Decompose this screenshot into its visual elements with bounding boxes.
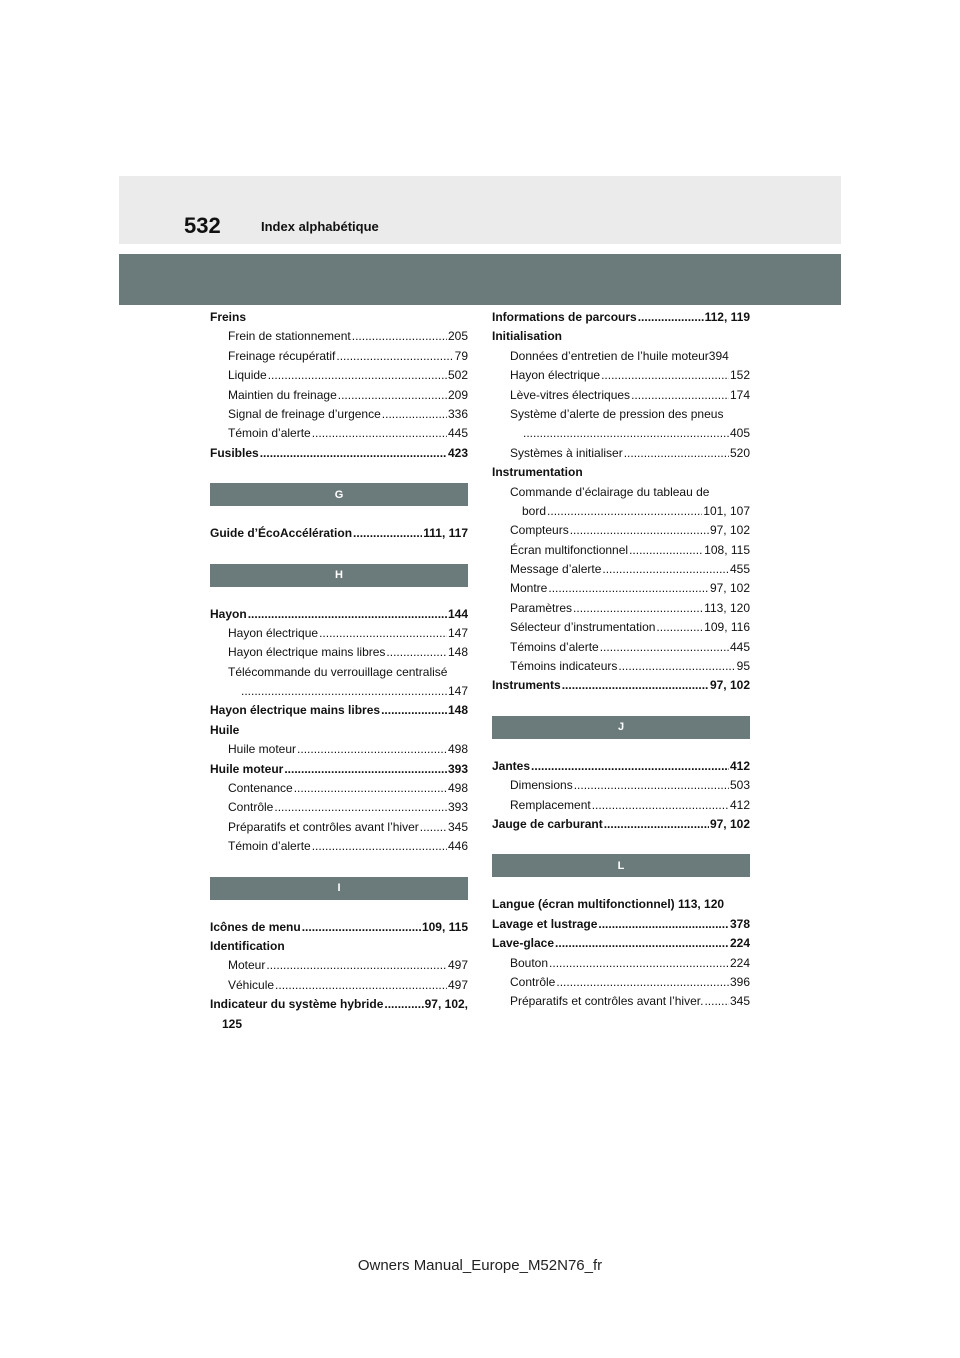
entry-page-ref: 497 xyxy=(447,958,468,973)
entry-page-ref: 502 xyxy=(447,368,468,383)
index-subentry xyxy=(210,740,468,759)
entry-page-ref: 205 xyxy=(447,329,468,344)
index-subentry xyxy=(492,444,750,463)
dot-leader xyxy=(266,956,447,975)
entry-term: Hayon xyxy=(210,606,247,621)
dot-leader xyxy=(601,366,729,385)
dot-leader xyxy=(420,818,447,837)
dot-leader xyxy=(604,815,709,834)
dot-leader xyxy=(312,424,447,443)
dot-leader xyxy=(302,918,421,937)
entry-term: Contrôle xyxy=(228,800,274,815)
entry-page-ref: 97, 102 xyxy=(709,581,750,596)
entry-page-ref: 113, 120 xyxy=(704,600,750,615)
entry-term: Hayon électrique mains libres xyxy=(210,703,381,718)
entry-page-ref: 111, 117 xyxy=(423,526,468,541)
dot-leader xyxy=(547,502,702,521)
entry-page-ref: 345 xyxy=(447,819,468,834)
entry-term: Télécommande du verrouillage centralisé xyxy=(228,664,448,679)
index-subentry xyxy=(492,796,750,815)
index-subentry xyxy=(210,405,468,424)
index-subentry xyxy=(492,973,750,992)
letter-divider: G xyxy=(210,483,468,506)
entry-term: Huile moteur xyxy=(210,761,284,776)
entry-page-ref: 224 xyxy=(729,955,750,970)
dot-leader xyxy=(592,796,729,815)
entry-term: Identification xyxy=(210,938,285,953)
index-subentry xyxy=(492,541,750,560)
index-entry xyxy=(210,918,468,937)
index-subentry xyxy=(492,347,750,366)
dot-leader xyxy=(297,740,447,759)
entry-term: Témoin d’alerte xyxy=(228,426,311,441)
entry-page-ref: 147 xyxy=(447,625,468,640)
dot-leader xyxy=(600,638,729,657)
index-entry xyxy=(492,676,750,695)
index-subentry xyxy=(210,643,468,662)
entry-page-ref: 144 xyxy=(447,606,468,621)
entry-page-ref: 520 xyxy=(729,445,750,460)
index-subentry xyxy=(492,386,750,405)
dot-leader xyxy=(638,308,704,327)
index-subentry xyxy=(492,992,750,1011)
dot-leader xyxy=(336,347,453,366)
section-title: Index alphabétique xyxy=(261,219,379,234)
entry-page-ref: 336 xyxy=(447,406,468,421)
entry-term: Fusibles xyxy=(210,445,259,460)
dot-leader xyxy=(555,934,729,953)
entry-page-ref: 108, 115 xyxy=(704,542,750,557)
entry-term: Bouton xyxy=(510,955,549,970)
entry-term: Dimensions xyxy=(510,778,573,793)
index-subentry xyxy=(210,976,468,995)
letter-divider: H xyxy=(210,564,468,587)
entry-term: Préparatifs et contrôles avant l’hiver. xyxy=(510,994,704,1009)
dot-leader xyxy=(312,837,447,856)
entry-page-ref: 455 xyxy=(729,562,750,577)
letter-divider: L xyxy=(492,854,750,877)
dot-leader xyxy=(275,976,447,995)
index-subentry xyxy=(210,956,468,975)
entry-term: Témoins d’alerte xyxy=(510,639,599,654)
entry-page-ref: 97, 102, xyxy=(424,997,468,1012)
entry-term: Lève-vitres électriques xyxy=(510,387,631,402)
entry-term: Indicateur du système hybride xyxy=(210,997,384,1012)
entry-page-ref: 209 xyxy=(447,387,468,402)
entry-term: bord xyxy=(522,503,547,518)
dot-leader xyxy=(602,560,729,579)
entry-term: Moteur xyxy=(228,958,266,973)
index-subentry xyxy=(210,663,468,682)
index-subentry xyxy=(492,405,750,424)
entry-term: Écran multifonctionnel xyxy=(510,542,629,557)
entry-term: Remplacement xyxy=(510,797,591,812)
index-entry xyxy=(210,308,468,327)
index-subentry xyxy=(492,599,750,618)
entry-term: 125 xyxy=(222,1016,243,1031)
index-entry xyxy=(210,760,468,779)
entry-term: Signal de freinage d’urgence xyxy=(228,406,381,421)
entry-page-ref: 109, 115 xyxy=(421,919,468,934)
index-subentry xyxy=(492,618,750,637)
index-entry xyxy=(492,815,750,834)
dot-leader xyxy=(598,915,729,934)
entry-term: Informations de parcours xyxy=(492,310,637,324)
index-entry xyxy=(492,463,750,482)
entry-page-ref: 224 xyxy=(729,936,750,951)
entry-page-ref: 497 xyxy=(447,977,468,992)
index-column-right xyxy=(492,308,750,1012)
dot-leader xyxy=(381,701,447,720)
dot-leader xyxy=(353,524,422,543)
index-subentry xyxy=(210,624,468,643)
index-subentry xyxy=(210,837,468,856)
entry-term: Icônes de menu xyxy=(210,919,301,934)
dot-leader xyxy=(531,757,729,776)
entry-term: Huile xyxy=(210,722,240,737)
entry-term: Systèmes à initialiser xyxy=(510,445,623,460)
entry-term: Lave-glace xyxy=(492,936,555,951)
entry-term: Maintien du freinage xyxy=(228,387,337,402)
index-subentry xyxy=(492,521,750,540)
index-entry xyxy=(210,701,468,720)
entry-term: Véhicule xyxy=(228,977,275,992)
entry-term: Guide d’ÉcoAccélération xyxy=(210,526,353,541)
entry-page-ref: 97, 102 xyxy=(709,678,750,693)
entry-page-ref: 412 xyxy=(729,758,750,773)
entry-term: Témoins indicateurs xyxy=(510,659,618,674)
entry-term: Freins xyxy=(210,310,247,324)
index-entry xyxy=(492,934,750,953)
dot-leader xyxy=(294,779,447,798)
header-dark-band xyxy=(119,254,841,305)
dot-leader xyxy=(549,954,729,973)
entry-page-ref: 393 xyxy=(447,761,468,776)
index-subentry xyxy=(210,798,468,817)
dot-leader xyxy=(384,995,423,1014)
index-subentry xyxy=(492,366,750,385)
index-subentry xyxy=(210,779,468,798)
dot-leader xyxy=(382,405,447,424)
dot-leader xyxy=(556,973,729,992)
dot-leader xyxy=(268,366,447,385)
entry-page-ref: 498 xyxy=(447,742,468,757)
entry-term: Paramètres xyxy=(510,600,573,615)
entry-page-ref: 378 xyxy=(729,916,750,931)
entry-term: Jantes xyxy=(492,758,531,773)
index-entry xyxy=(210,721,468,740)
entry-term: Initialisation xyxy=(492,329,563,344)
index-subentry xyxy=(492,502,750,521)
index-subentry xyxy=(492,579,750,598)
entry-term: Système d’alerte de pression des pneus xyxy=(510,406,724,421)
entry-page-ref: 152 xyxy=(729,368,750,383)
index-entry xyxy=(210,995,468,1014)
entry-term: Jauge de carburant xyxy=(492,816,603,831)
letter-divider: I xyxy=(210,877,468,900)
dot-leader xyxy=(548,579,709,598)
entry-term: Huile moteur xyxy=(228,742,297,757)
index-entry xyxy=(210,444,468,463)
entry-page-ref: 174 xyxy=(729,387,750,402)
entry-term: Préparatifs et contrôles avant l’hiver xyxy=(228,819,419,834)
dot-leader xyxy=(319,624,447,643)
dot-leader xyxy=(624,444,729,463)
index-subentry xyxy=(210,424,468,443)
index-subentry xyxy=(492,483,750,502)
entry-page-ref: 393 xyxy=(447,800,468,815)
entry-term: Commande d’éclairage du tableau de xyxy=(510,484,710,499)
entry-page-ref: 148 xyxy=(447,703,468,718)
entry-page-ref: 95 xyxy=(736,659,750,674)
dot-leader xyxy=(562,676,709,695)
entry-term: Montre xyxy=(510,581,548,596)
entry-page-ref: 405 xyxy=(729,426,750,441)
dot-leader xyxy=(656,618,703,637)
index-entry xyxy=(210,605,468,624)
entry-page-ref: 147 xyxy=(447,684,468,699)
entry-term: Freinage récupératif xyxy=(228,348,336,363)
dot-leader xyxy=(248,605,447,624)
entry-term: Hayon électrique xyxy=(228,625,319,640)
entry-page-ref: 503 xyxy=(729,778,750,793)
index-entry xyxy=(210,937,468,956)
entry-page-ref: 97, 102 xyxy=(709,523,750,538)
entry-page-ref: 112, 119 xyxy=(704,310,750,324)
entry-term: Sélecteur d’instrumentation xyxy=(510,620,656,635)
dot-leader xyxy=(241,682,447,701)
entry-page-ref: 445 xyxy=(447,426,468,441)
entry-term: Message d’alerte xyxy=(510,562,602,577)
dot-leader xyxy=(570,521,709,540)
index-subentry xyxy=(210,327,468,346)
entry-page-ref: 97, 102 xyxy=(709,816,750,831)
index-subentry xyxy=(492,638,750,657)
entry-page-ref: 423 xyxy=(447,445,468,460)
entry-term: Hayon électrique mains libres xyxy=(228,645,386,660)
entry-term: Contenance xyxy=(228,781,293,796)
index-subentry xyxy=(492,776,750,795)
index-entry xyxy=(492,327,750,346)
entry-term: Compteurs xyxy=(510,523,569,538)
index-subentry xyxy=(210,682,468,701)
dot-leader xyxy=(284,760,447,779)
dot-leader xyxy=(631,386,729,405)
index-entry xyxy=(210,524,468,543)
index-subentry xyxy=(492,560,750,579)
index-entry xyxy=(492,895,750,914)
index-entry xyxy=(492,308,750,327)
page-number: 532 xyxy=(184,213,221,238)
entry-term: Données d’entretien de l’huile moteur394 xyxy=(510,348,729,363)
entry-term: Liquide xyxy=(228,368,267,383)
index-subentry xyxy=(492,424,750,443)
dot-leader xyxy=(618,657,735,676)
dot-leader xyxy=(338,386,447,405)
entry-page-ref: 445 xyxy=(729,639,750,654)
letter-divider: J xyxy=(492,716,750,739)
index-subentry xyxy=(492,954,750,973)
dot-leader xyxy=(523,424,729,443)
entry-term: Langue (écran multifonctionnel) 113, 120 xyxy=(492,897,725,912)
entry-page-ref: 148 xyxy=(447,645,468,660)
header-band xyxy=(119,176,841,244)
dot-leader xyxy=(704,992,729,1011)
index-subentry xyxy=(210,386,468,405)
dot-leader xyxy=(573,599,703,618)
entry-term: Hayon électrique xyxy=(510,368,601,383)
entry-term: Frein de stationnement xyxy=(228,329,351,344)
footer-text: Owners Manual_Europe_M52N76_fr xyxy=(357,1257,603,1274)
entry-page-ref: 101, 107 xyxy=(703,503,750,518)
dot-leader xyxy=(260,444,447,463)
dot-leader xyxy=(352,327,447,346)
entry-page-ref: 412 xyxy=(729,797,750,812)
entry-term: Instruments xyxy=(492,678,561,693)
entry-term: Contrôle xyxy=(510,974,556,989)
index-entry-continuation xyxy=(210,1015,468,1034)
entry-page-ref: 446 xyxy=(447,839,468,854)
entry-page-ref: 498 xyxy=(447,781,468,796)
index-subentry xyxy=(492,657,750,676)
entry-term: Instrumentation xyxy=(492,465,583,480)
entry-page-ref: 396 xyxy=(729,974,750,989)
entry-term: Témoin d’alerte xyxy=(228,839,311,854)
index-subentry xyxy=(210,818,468,837)
dot-leader xyxy=(574,776,729,795)
entry-page-ref: 79 xyxy=(454,348,468,363)
entry-term: Lavage et lustrage xyxy=(492,916,598,931)
dot-leader xyxy=(274,798,447,817)
index-entry xyxy=(492,915,750,934)
index-subentry xyxy=(210,366,468,385)
index-subentry xyxy=(210,347,468,366)
dot-leader xyxy=(629,541,703,560)
entry-page-ref: 345 xyxy=(729,994,750,1009)
index-column-left xyxy=(210,308,468,1034)
entry-page-ref: 109, 116 xyxy=(704,620,750,635)
dot-leader xyxy=(386,643,447,662)
index-entry xyxy=(492,757,750,776)
